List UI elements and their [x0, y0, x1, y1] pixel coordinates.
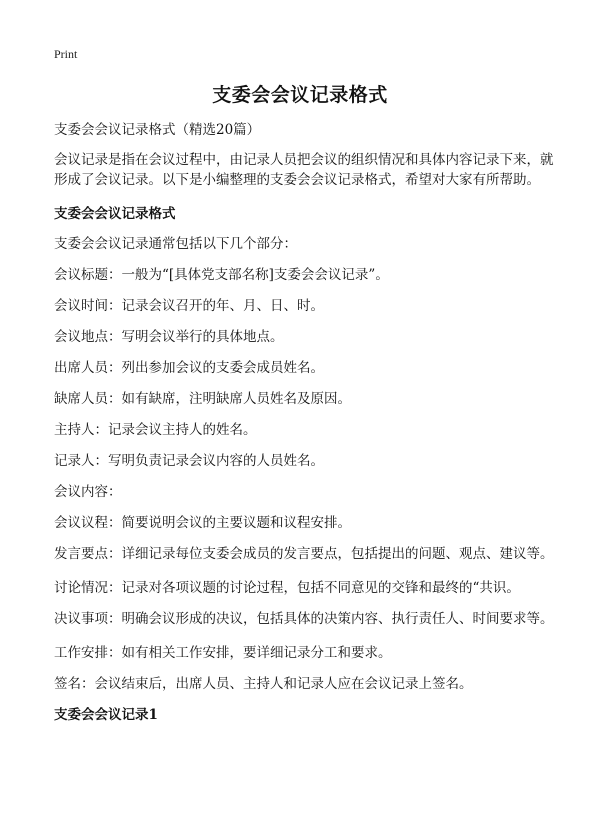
paragraph-meeting-location: 会议地点：写明会议举行的具体地点。: [54, 329, 284, 345]
document-title: 支委会会议记录格式: [212, 84, 388, 106]
paragraph-signature: 签名：会议结束后，出席人员、主持人和记录人应在会议记录上签名。: [54, 676, 473, 692]
document-subtitle: 支委会会议记录格式（精选20篇）: [54, 122, 261, 138]
document-body: [54, 120, 554, 735]
paragraph-discussion: 讨论情况：记录对各项议题的讨论过程，包括不同意见的交锋和最终的“共识。: [54, 580, 520, 596]
paragraph-meeting-time: 会议时间：记录会议召开的年、月、日、时。: [54, 298, 324, 314]
paragraph-host: 主持人：记录会议主持人的姓名。: [54, 422, 257, 438]
paragraph-meeting-title: 会议标题：一般为“[具体党支部名称]支委会会议记录”。: [54, 267, 389, 283]
paragraph-meeting-content: 会议内容：: [54, 484, 122, 500]
section-heading-format: 支委会会议记录格式: [54, 206, 176, 222]
print-label[interactable]: Print: [54, 47, 78, 61]
paragraph-absentees: 缺席人员：如有缺席，注明缺席人员姓名及原因。: [54, 391, 351, 407]
section-heading-record-1: 支委会会议记录1: [54, 707, 158, 723]
paragraph-agenda: 会议议程：简要说明会议的主要议题和议程安排。: [54, 515, 351, 531]
paragraph-resolutions: 决议事项：明确会议形成的决议，包括具体的决策内容、执行责任人、时间要求等。: [54, 611, 554, 627]
paragraph-attendees: 出席人员：列出参加会议的支委会成员姓名。: [54, 360, 324, 376]
paragraph-overview: 支委会会议记录通常包括以下几个部分：: [54, 236, 297, 252]
intro-paragraph: 会议记录是指在会议过程中，由记录人员把会议的组织情况和具体内容记录下来，就形成了会议记录。以下是小编整理的支委会会议记录格式，希望对大家有所帮助。: [54, 152, 554, 188]
paragraph-recorder: 记录人：写明负责记录会议内容的人员姓名。: [54, 453, 324, 469]
paragraph-speech-points: 发言要点：详细记录每位支委会成员的发言要点，包括提出的问题、观点、建议等。: [54, 546, 554, 562]
paragraph-work-arrangement: 工作安排：如有相关工作安排，要详细记录分工和要求。: [54, 645, 392, 661]
